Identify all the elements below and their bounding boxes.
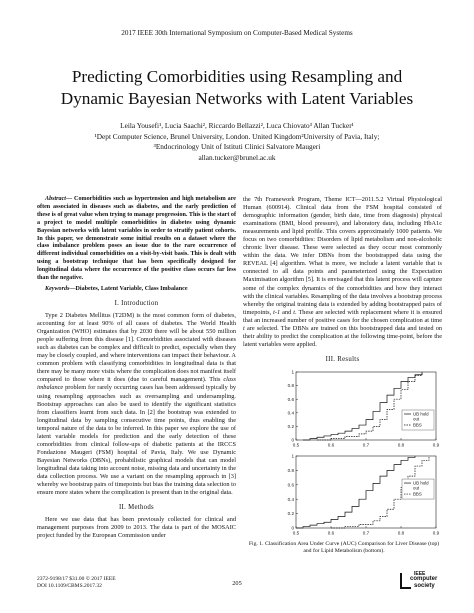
y-tick-label: 0.2 bbox=[287, 511, 294, 517]
intro-paragraph: Type 2 Diabetes Mellitus (T2DM) is the most common form of diabetes, accounting for at least 90% of all cases of diabetes. The World Health Organization (WHO) estimates that by 2030 there will be about 550 million people suffering from this disease [1]. Comorbidities associated with diseases such as diabetes can be complex and difficult to predict, especially when they may be closely coupled, and where interventions can impact their behaviour. A common problem with classifying comorbidities in longitudinal data is that there may be many more visits where the complication does not manifest itself compared to those where it does (due to careful management). This class imbalance problem for rarely occurring cases has been addressed typically by using resampling approaches such as oversampling and undersampling. Bootstrap approaches can also be used to identify the significant statistics from classifiers learnt from such data. In [2] the bootstrap was extended to longitudinal data by sampling consecutive time points, thus enabling the temporal nature of the data to be inferred. In this paper we explore the use of latent variable models for prediction and the early detection of these comorbidities from clinical follow-ups of diabetic patients at the IRCCS Fondazione Maugeri (FSM) hospital of Pavia, Italy. We use Dynamic Bayesian Networks (DBNs), probabilistic graphical models that can model longitudinal data taking into account noise, missing data and uncertainty in the data collection process. We use a variant on the resampling approach in [3] whereby we bootstrap pairs of timepoints but bias the training data selection to ensure more states where the complication is present than in the original data. bbox=[37, 312, 236, 497]
y-tick-label: 0.4 bbox=[287, 410, 294, 416]
y-tick-label: 0.2 bbox=[287, 424, 294, 429]
title-line-2: Dynamic Bayesian Networks with Latent Variables bbox=[60, 89, 414, 108]
y-tick-label: 0.8 bbox=[287, 383, 294, 389]
legend-label: out bbox=[413, 416, 420, 422]
x-tick-label: 0.9 bbox=[432, 530, 440, 536]
legend-label: UB hold bbox=[413, 411, 429, 417]
left-column bbox=[37, 196, 236, 542]
title-line-1: Predicting Comorbidities using Resampling and bbox=[71, 67, 403, 86]
y-tick-label: 1 bbox=[291, 369, 294, 375]
x-tick-label: 0.8 bbox=[397, 530, 405, 536]
right-column bbox=[243, 196, 442, 368]
contact-email: allan.tucker@brunel.ac.uk bbox=[198, 152, 276, 162]
legend-label: out bbox=[413, 485, 420, 491]
affiliation-2: ³Endocrinology Unit of Istituti Clinici Salvatore Maugeri bbox=[153, 142, 321, 151]
y-tick-label: 0.4 bbox=[287, 496, 294, 502]
page-number: 205 bbox=[232, 580, 242, 587]
x-tick-label: 0.9 bbox=[432, 442, 440, 448]
computer-society-logo: IEEE computer society bbox=[400, 571, 444, 593]
methods-continued-paragraph: the 7th Framework Program, Theme ICT—2011.5.2 Virtual Physiological Human (600914). Clinical data from the FSM hospital consisted of demographic information (gender, birth date, time from diagnosis) physical examinations (BMI, blood pressure), and laboratory data, including HbA1c measurements and lipid profile. This covers approximately 1000 patients. We focus on two comorbidities: Disorders of lipid metabolism and non-alcoholic chronic liver disease. These were selected as they occur most commonly within the data. We infer DBNs from the bootstrapped data using the REVEAL [4] algorithm. What is more, we include a latent variable that is connected to all data points and parameterized using the Expectation Maximisation algorithm [5]. It is envisaged that this latent process will capture some of the complex dynamics of the comorbidities and how they interact with the clinical variables. Resampling of the data involves a bootstrap process whereby the original training data is extended by adding bootstrapped pairs of timepoints, t-1 and t. These are selected with replacement where it is ensured that an increased number of positive cases for the chosen complication at time t are selected. The DBNs are trained on this bootstrapped data and tested on their ability to predict the complication at the following time-point, before the latent variables were applied. bbox=[243, 196, 443, 348]
conference-header: 2017 IEEE 30th International Symposium on Computer-Based Medical Systems bbox=[121, 29, 353, 37]
y-tick-label: 0.8 bbox=[287, 468, 294, 473]
figure-caption: Fig. 1. Classification Area Under Curve (AUC) Comparison for Liver Disease (top) and for Lipid Metabolism (bottom). bbox=[248, 541, 440, 555]
x-tick-label: 0.6 bbox=[327, 530, 335, 536]
auc-chart-lipid bbox=[282, 452, 440, 538]
legend-label: UB hold bbox=[413, 480, 429, 486]
author-block bbox=[30, 121, 444, 163]
x-tick-label: 0.6 bbox=[327, 442, 335, 448]
x-tick-label: 0.5 bbox=[292, 530, 300, 536]
y-tick-label: 0.6 bbox=[287, 482, 294, 488]
author-names: Leila Yousefi¹, Lucia Saachi², Riccardo Bellazzi², Luca Chiovato³ Allan Tucker¹ bbox=[120, 121, 354, 130]
keywords bbox=[37, 285, 236, 293]
abstract-text: — Comorbidities such as hypertension and high metabolism are often associated in diseases such as diabetes, and the early prediction of these is of great value when trying to manage progression. This is the start of a project to model multiple comorbidities in diabetes using dynamic Bayesian networks with latent variables in order to stratify patient cohorts. In this paper, we demonstrate some initial results on a dataset where the class imbalance problem poses an issue due to the rare occurrence of different individual comorbidities on a visit-by-visit basis. This is dealt with using a bootstrap technique that has been specifically designed for longitudinal data where the occurrence of the positive class occurs far less than the negative. bbox=[37, 196, 236, 282]
footer-doi: DOI 10.1109/CBMS.2017.32 bbox=[37, 583, 102, 590]
legend-label: BBS bbox=[413, 422, 422, 428]
section-heading-methods: II. Methods bbox=[118, 504, 154, 512]
y-tick-label: 0 bbox=[291, 525, 294, 531]
paper-title bbox=[30, 66, 444, 110]
section-heading-results: III. Results bbox=[325, 355, 360, 363]
footer-isbn: 2372-9198/17 $31.00 © 2017 IEEE bbox=[37, 576, 116, 582]
y-tick-label: 1 bbox=[291, 453, 294, 459]
keywords-label: Keywords bbox=[45, 285, 70, 292]
abstract-label: Abstract bbox=[45, 196, 66, 202]
x-tick-label: 0.5 bbox=[292, 442, 300, 448]
y-tick-label: 0.6 bbox=[287, 396, 294, 402]
auc-chart-liver bbox=[282, 368, 440, 450]
legend-label: BBS bbox=[413, 491, 422, 497]
affiliation-1: ¹Dept Computer Science, Brunel University, London. United Kingdom²University of Pavia, Italy; bbox=[94, 131, 380, 141]
series-line-ub-hold-out bbox=[296, 456, 415, 528]
y-tick-label: 0 bbox=[291, 437, 294, 443]
x-tick-label: 0.8 bbox=[397, 442, 405, 448]
x-tick-label: 0.7 bbox=[362, 530, 370, 536]
x-tick-label: 0.7 bbox=[362, 442, 370, 448]
methods-paragraph: Here we use data that has been previously collected for clinical and management purposes from 2009 to 2013. The data is part of the MOSAIC project funded by the European Commission under bbox=[37, 516, 236, 540]
keywords-text: —Diabetes, Latent Variable, Class Imbalance bbox=[69, 285, 188, 292]
section-heading-introduction: I. Introduction bbox=[114, 300, 159, 308]
abstract bbox=[37, 196, 236, 283]
